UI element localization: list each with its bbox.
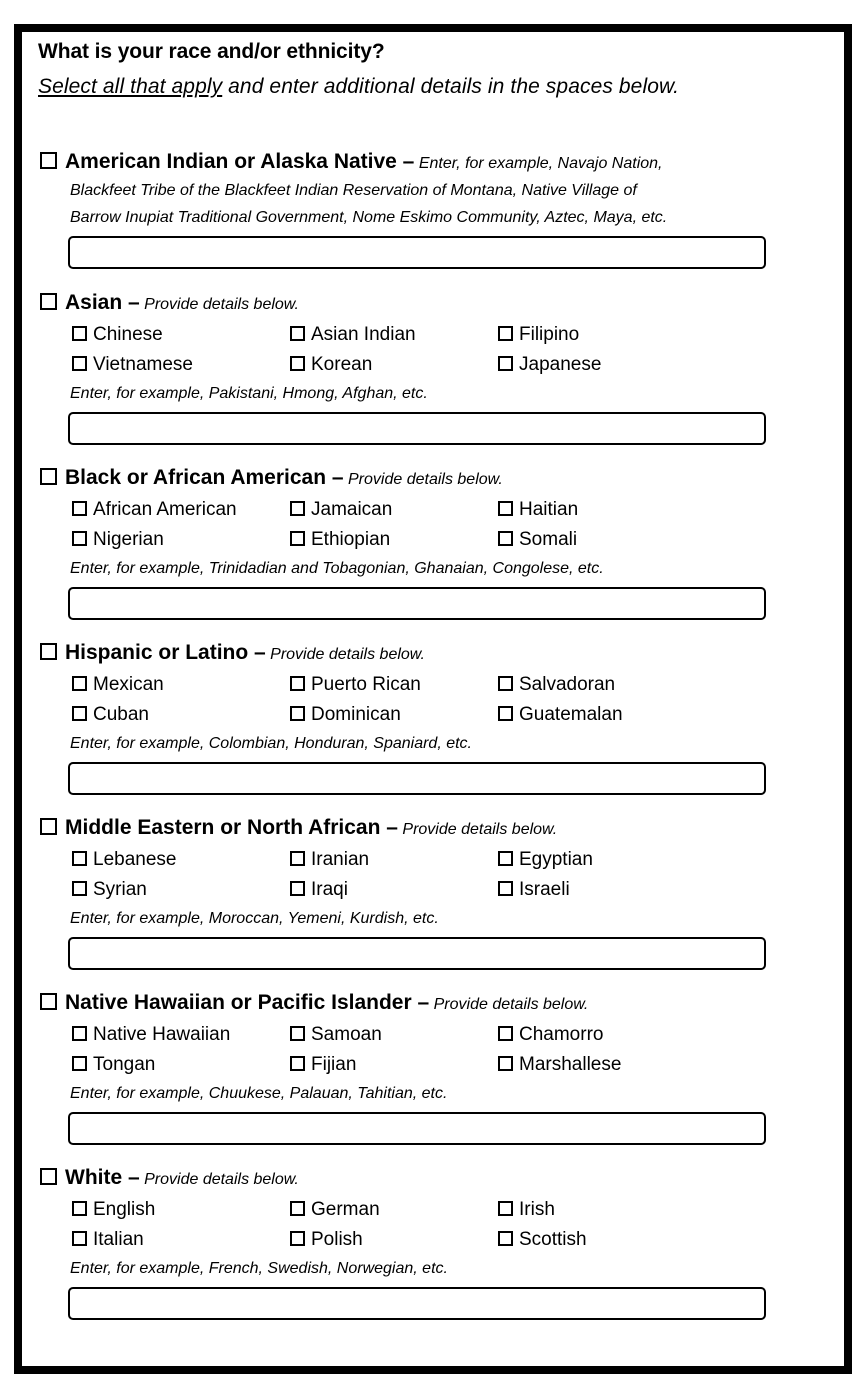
- checkbox[interactable]: [290, 1201, 305, 1216]
- option-label: Jamaican: [311, 499, 393, 520]
- checkbox-asian[interactable]: [40, 293, 57, 310]
- checkbox[interactable]: [290, 851, 305, 866]
- option-syrian[interactable]: [72, 879, 147, 901]
- checkbox[interactable]: [290, 501, 305, 516]
- main-option-label: Native Hawaiian or Pacific Islander –: [65, 991, 430, 1014]
- option-puerto-rican[interactable]: [290, 674, 421, 696]
- option-asian-indian[interactable]: [290, 324, 416, 346]
- option-label: Italian: [93, 1229, 144, 1250]
- option-vietnamese[interactable]: [72, 354, 193, 376]
- main-option-label: Middle Eastern or North African –: [65, 816, 398, 839]
- option-label: Cuban: [93, 704, 149, 725]
- option-label: Marshallese: [519, 1054, 622, 1075]
- instruction-rest: and enter additional details in the spaces below.: [222, 75, 680, 98]
- checkbox[interactable]: [72, 851, 87, 866]
- example-hint: Enter, for example, Chuukese, Palauan, Tahitian, etc.: [70, 1085, 448, 1102]
- checkbox[interactable]: [498, 326, 513, 341]
- option-label: African American: [93, 499, 237, 520]
- details-input[interactable]: [68, 1287, 766, 1320]
- question-title: What is your race and/or ethnicity?: [38, 40, 385, 63]
- option-african-american[interactable]: [72, 499, 237, 521]
- option-label: Korean: [311, 354, 373, 375]
- checkbox[interactable]: [498, 676, 513, 691]
- checkbox[interactable]: [72, 1231, 87, 1246]
- option-label: Lebanese: [93, 849, 177, 870]
- main-option-label: Asian –: [65, 291, 140, 314]
- checkbox[interactable]: [72, 501, 87, 516]
- option-label: Chamorro: [519, 1024, 604, 1045]
- checkbox[interactable]: [72, 706, 87, 721]
- checkbox[interactable]: [72, 676, 87, 691]
- checkbox-white[interactable]: [40, 1168, 57, 1185]
- option-label: Scottish: [519, 1229, 587, 1250]
- option-dominican[interactable]: [290, 704, 401, 726]
- option-label: Israeli: [519, 879, 570, 900]
- checkbox[interactable]: [498, 501, 513, 516]
- option-salvadoran[interactable]: [498, 674, 615, 696]
- example-hint: Enter, for example, Colombian, Honduran, Spaniard, etc.: [70, 735, 472, 752]
- checkbox[interactable]: [290, 881, 305, 896]
- option-label: Egyptian: [519, 849, 593, 870]
- option-english[interactable]: [72, 1199, 155, 1221]
- option-scottish[interactable]: [498, 1229, 587, 1251]
- example-hint: Enter, for example, French, Swedish, Norwegian, etc.: [70, 1260, 448, 1277]
- option-tongan[interactable]: [72, 1054, 155, 1076]
- option-label: Chinese: [93, 324, 163, 345]
- option-mexican[interactable]: [72, 674, 164, 696]
- checkbox[interactable]: [290, 356, 305, 371]
- checkbox-black-african-american[interactable]: [40, 468, 57, 485]
- option-japanese[interactable]: [498, 354, 601, 376]
- option-iraqi[interactable]: [290, 879, 348, 901]
- checkbox[interactable]: [72, 356, 87, 371]
- checkbox-american-indian-alaska-native[interactable]: [40, 152, 57, 169]
- option-label: Japanese: [519, 354, 602, 375]
- main-option-hint: Provide details below.: [139, 1171, 299, 1188]
- main-option-label: American Indian or Alaska Native –: [65, 150, 415, 173]
- hint-line: Barrow Inupiat Traditional Government, Nome Eskimo Community, Aztec, Maya, etc.: [70, 209, 668, 226]
- option-egyptian[interactable]: [498, 849, 593, 871]
- checkbox[interactable]: [498, 851, 513, 866]
- question-instructions: [38, 75, 679, 99]
- checkbox[interactable]: [498, 1026, 513, 1041]
- option-label: Haitian: [519, 499, 579, 520]
- option-label: Somali: [519, 529, 578, 550]
- main-option-label: Hispanic or Latino –: [65, 641, 266, 664]
- option-german[interactable]: [290, 1199, 380, 1221]
- checkbox[interactable]: [498, 1201, 513, 1216]
- option-samoan[interactable]: [290, 1024, 382, 1046]
- option-marshallese[interactable]: [498, 1054, 621, 1076]
- checkbox-middle-eastern-north-african[interactable]: [40, 818, 57, 835]
- example-hint: Enter, for example, Pakistani, Hmong, Afghan, etc.: [70, 385, 428, 402]
- checkbox[interactable]: [290, 326, 305, 341]
- checkbox[interactable]: [290, 1056, 305, 1071]
- main-option-hint: Provide details below.: [139, 296, 299, 313]
- option-label: Nigerian: [93, 529, 164, 550]
- option-ethiopian[interactable]: [290, 529, 390, 551]
- option-label: German: [311, 1199, 380, 1220]
- option-label: Dominican: [311, 704, 401, 725]
- checkbox[interactable]: [498, 1056, 513, 1071]
- checkbox[interactable]: [72, 1026, 87, 1041]
- main-option-row: [40, 816, 557, 840]
- main-option-hint: Provide details below.: [265, 646, 425, 663]
- main-option-label: White –: [65, 1166, 140, 1189]
- option-label: Vietnamese: [93, 354, 193, 375]
- main-option-row: [40, 1166, 299, 1190]
- checkbox[interactable]: [72, 1201, 87, 1216]
- option-guatemalan[interactable]: [498, 704, 623, 726]
- option-label: Iranian: [311, 849, 370, 870]
- option-label: Native Hawaiian: [93, 1024, 231, 1045]
- option-chamorro[interactable]: [498, 1024, 603, 1046]
- option-irish[interactable]: [498, 1199, 555, 1221]
- option-label: Polish: [311, 1229, 363, 1250]
- details-input[interactable]: [68, 762, 766, 795]
- option-polish[interactable]: [290, 1229, 363, 1251]
- checkbox[interactable]: [72, 1056, 87, 1071]
- option-lebanese[interactable]: [72, 849, 176, 871]
- checkbox[interactable]: [290, 1231, 305, 1246]
- main-option-row: [40, 641, 425, 665]
- main-option-row: [40, 991, 588, 1015]
- checkbox[interactable]: [290, 1026, 305, 1041]
- option-label: Syrian: [93, 879, 147, 900]
- option-cuban[interactable]: [72, 704, 149, 726]
- instruction-underlined: Select all that apply: [38, 75, 223, 98]
- option-nigerian[interactable]: [72, 529, 164, 551]
- option-label: Fijian: [311, 1054, 357, 1075]
- option-label: Puerto Rican: [311, 674, 421, 695]
- option-label: Asian Indian: [311, 324, 416, 345]
- details-input[interactable]: [68, 236, 766, 269]
- checkbox-hispanic-latino[interactable]: [40, 643, 57, 660]
- details-input[interactable]: [68, 937, 766, 970]
- checkbox[interactable]: [290, 676, 305, 691]
- option-fijian[interactable]: [290, 1054, 356, 1076]
- option-label: Guatemalan: [519, 704, 623, 725]
- details-input[interactable]: [68, 412, 766, 445]
- checkbox[interactable]: [72, 326, 87, 341]
- example-hint: Enter, for example, Trinidadian and Tobagonian, Ghanaian, Congolese, etc.: [70, 560, 604, 577]
- checkbox[interactable]: [290, 531, 305, 546]
- main-option-label: Black or African American –: [65, 466, 344, 489]
- checkbox[interactable]: [498, 881, 513, 896]
- option-haitian[interactable]: [498, 499, 578, 521]
- checkbox[interactable]: [290, 706, 305, 721]
- checkbox[interactable]: [72, 531, 87, 546]
- option-label: Iraqi: [311, 879, 348, 900]
- option-label: Tongan: [93, 1054, 156, 1075]
- option-native-hawaiian[interactable]: [72, 1024, 230, 1046]
- option-jamaican[interactable]: [290, 499, 392, 521]
- main-option-row: [40, 291, 299, 315]
- option-label: Salvadoran: [519, 674, 616, 695]
- option-korean[interactable]: [290, 354, 372, 376]
- main-option-hint: Provide details below.: [343, 471, 503, 488]
- option-label: Samoan: [311, 1024, 382, 1045]
- hint-line: Blackfeet Tribe of the Blackfeet Indian Reservation of Montana, Native Village of: [70, 182, 637, 199]
- details-input[interactable]: [68, 1112, 766, 1145]
- option-label: Mexican: [93, 674, 164, 695]
- main-option-hint: Provide details below.: [397, 821, 558, 838]
- option-israeli[interactable]: [498, 879, 570, 901]
- checkbox[interactable]: [498, 356, 513, 371]
- checkbox[interactable]: [498, 531, 513, 546]
- checkbox[interactable]: [498, 706, 513, 721]
- option-label: Filipino: [519, 324, 580, 345]
- checkbox[interactable]: [498, 1231, 513, 1246]
- main-option-row: [40, 466, 503, 490]
- main-option-hint: Enter, for example, Navajo Nation,: [414, 155, 663, 172]
- main-option-row: [40, 150, 663, 174]
- example-hint: Enter, for example, Moroccan, Yemeni, Kurdish, etc.: [70, 910, 439, 927]
- checkbox-native-hawaiian-pacific-islander[interactable]: [40, 993, 57, 1010]
- option-filipino[interactable]: [498, 324, 579, 346]
- main-option-hint: Provide details below.: [429, 996, 589, 1013]
- details-input[interactable]: [68, 587, 766, 620]
- option-italian[interactable]: [72, 1229, 144, 1251]
- option-chinese[interactable]: [72, 324, 163, 346]
- option-label: Irish: [519, 1199, 555, 1220]
- option-iranian[interactable]: [290, 849, 369, 871]
- option-label: English: [93, 1199, 156, 1220]
- option-somali[interactable]: [498, 529, 577, 551]
- option-label: Ethiopian: [311, 529, 391, 550]
- checkbox[interactable]: [72, 881, 87, 896]
